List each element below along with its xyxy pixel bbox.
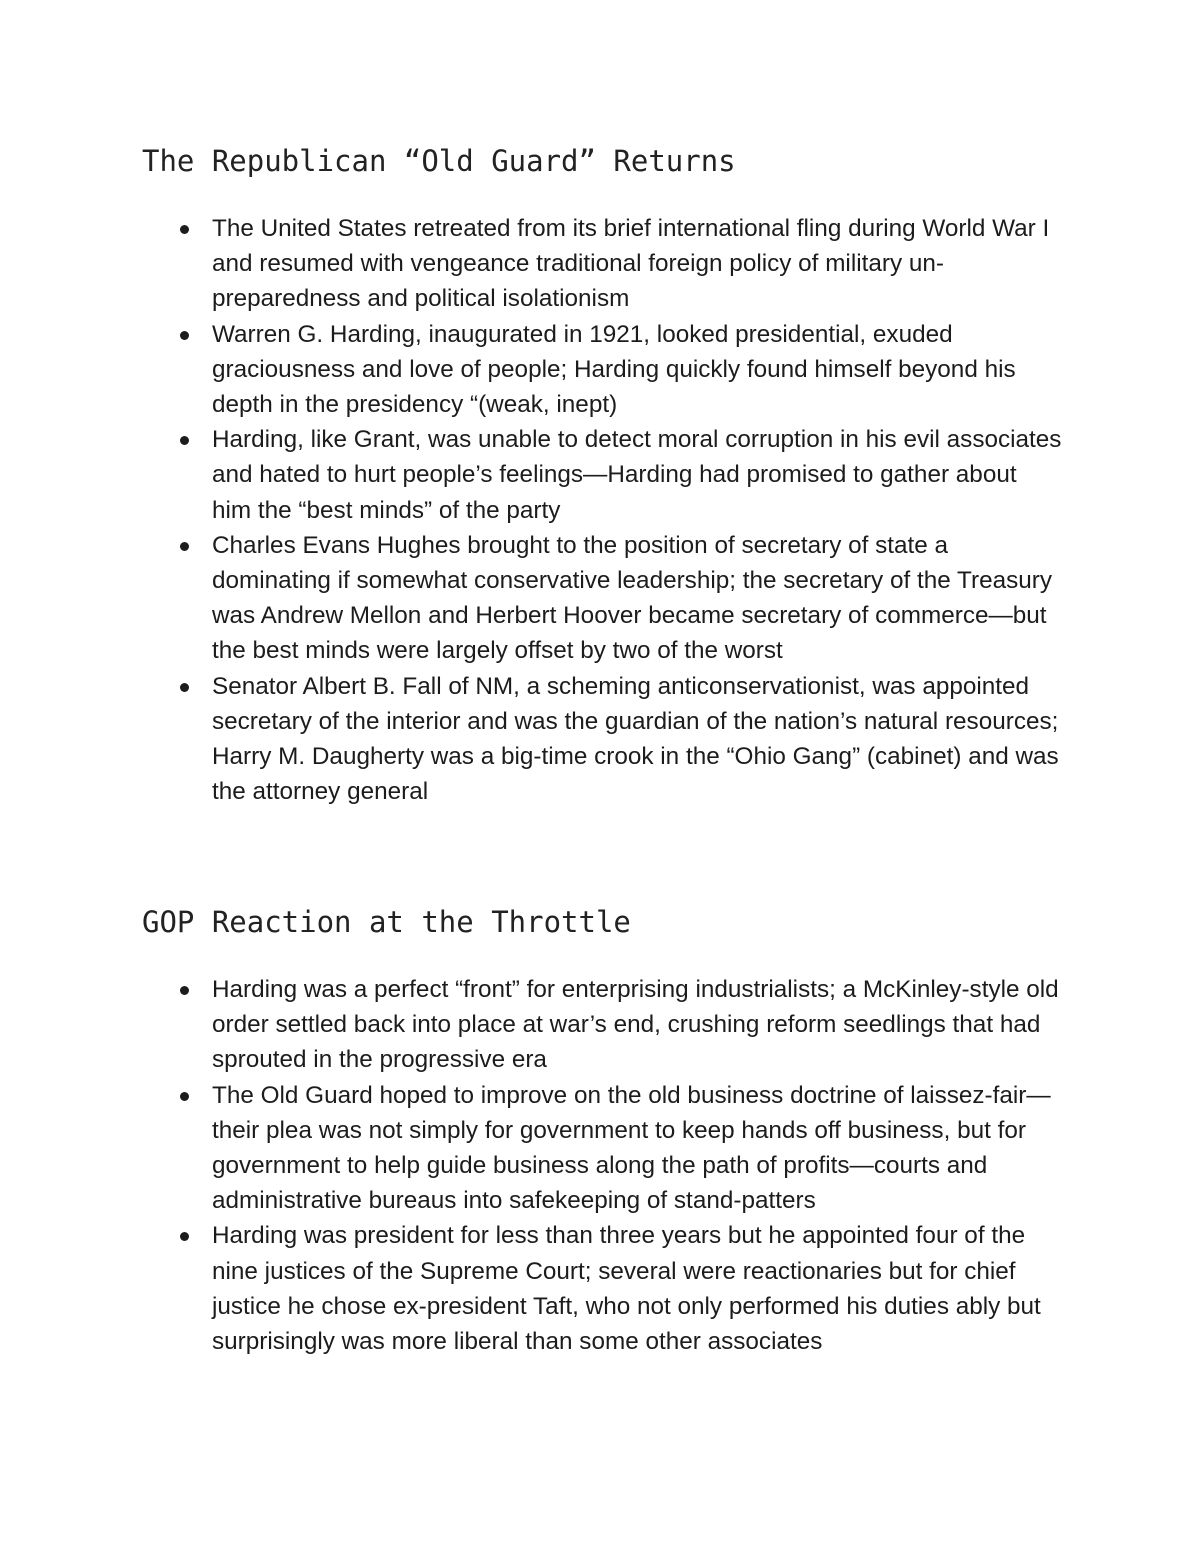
bullet-icon xyxy=(180,986,189,995)
list-item xyxy=(142,1218,1062,1359)
bullet-list xyxy=(142,972,1082,1359)
list-item xyxy=(142,528,1062,669)
list-item xyxy=(142,211,1062,317)
section-heading: The Republican “Old Guard” Returns xyxy=(142,144,736,178)
list-item-text: Harding was a perfect “front” for enterprising industrialists; a McKinley-style old order settled back into place at war’s end, crushing reform seedlings that had sprouted in the progressive era xyxy=(212,976,1059,1074)
bullet-list xyxy=(142,211,1082,809)
list-item-text: Charles Evans Hughes brought to the position of secretary of state a dominating if somewhat conservative leadership; the secretary of the Treasury was Andrew Mellon and Herbert Hoover became secretary of commerce—but the best minds were largely offset by two of the worst xyxy=(212,531,1053,665)
bullet-icon xyxy=(180,1232,189,1241)
section-old-guard xyxy=(142,141,1082,809)
list-item xyxy=(142,1078,1062,1219)
list-item-text: Harding was president for less than three years but he appointed four of the nine justices of the Supreme Court; several were reactionaries but for chief justice he chose ex-president Taft, who not only performed his duties ably but surprisingly was more liberal than some other associates xyxy=(212,1222,1041,1356)
list-item xyxy=(142,317,1062,423)
section-heading: GOP Reaction at the Throttle xyxy=(142,905,631,939)
bullet-icon xyxy=(180,683,189,692)
section-gop-reaction xyxy=(142,902,1082,1359)
list-item-text: The United States retreated from its brief international fling during World War I and resumed with vengeance traditional foreign policy of military un-preparedness and political isolationism xyxy=(212,215,1050,313)
bullet-icon xyxy=(180,436,189,445)
list-item xyxy=(142,972,1062,1078)
bullet-icon xyxy=(180,225,189,234)
bullet-icon xyxy=(180,542,189,551)
bullet-icon xyxy=(180,1092,189,1101)
list-item-text: Harding, like Grant, was unable to detect moral corruption in his evil associates and hated to hurt people’s feelings—Harding had promised to gather about him the “best minds” of the party xyxy=(212,426,1062,524)
list-item-text: Senator Albert B. Fall of NM, a scheming anticonservationist, was appointed secretary of the interior and was the guardian of the nation’s natural resources; Harry M. Daugherty was a big-time crook in the “Ohio Gang” (cabinet) and was the attorney general xyxy=(212,672,1059,806)
list-item xyxy=(142,422,1062,528)
bullet-icon xyxy=(180,331,189,340)
list-item xyxy=(142,669,1062,810)
list-item-text: Warren G. Harding, inaugurated in 1921, looked presidential, exuded graciousness and love of people; Harding quickly found himself beyond his depth in the presidency “(weak, inept) xyxy=(212,320,1016,419)
list-item-text: The Old Guard hoped to improve on the old business doctrine of laissez-fair—their plea was not simply for government to keep hands off business, but for government to help guide business along the path of profits—courts and administrative bureaus into safekeeping of stand-patters xyxy=(212,1081,1051,1215)
